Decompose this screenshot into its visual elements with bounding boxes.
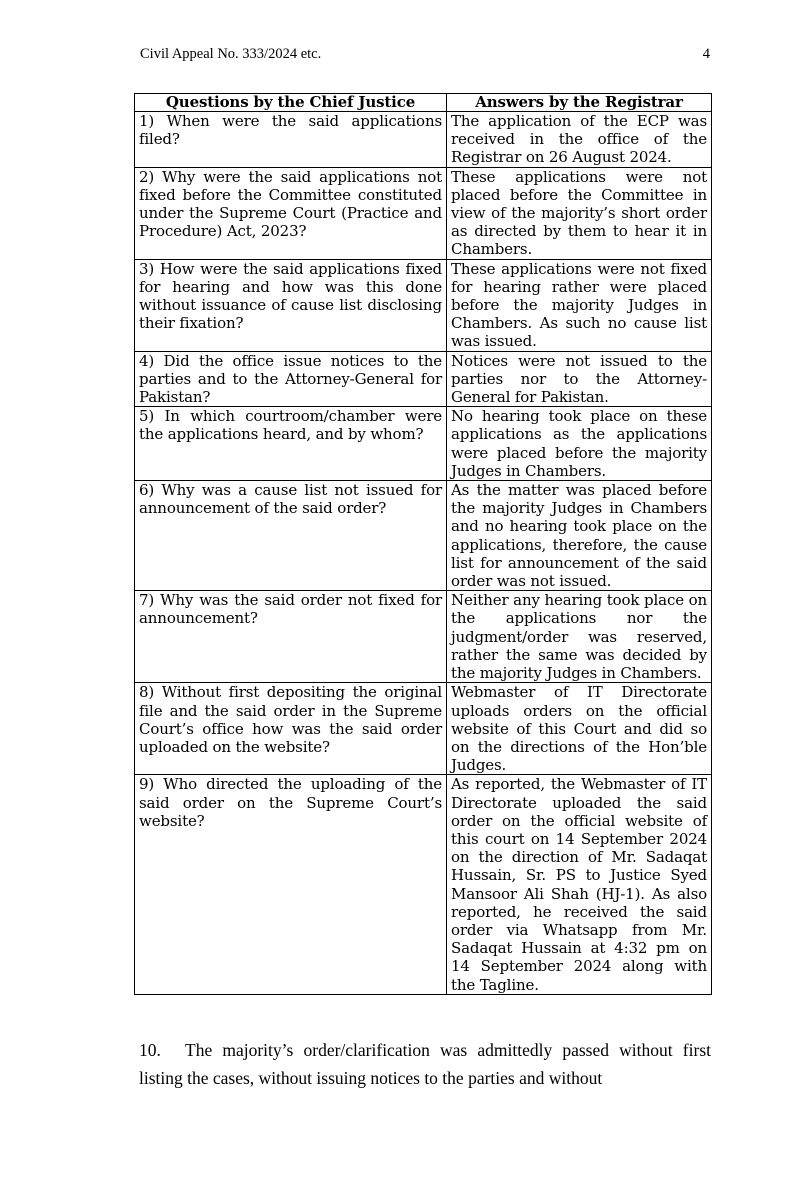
table-header-row	[135, 94, 712, 112]
table-row	[135, 407, 712, 481]
table-row	[135, 167, 712, 259]
paragraph-text: The majority’s order/clarification was admittedly passed without first listing the cases, without issuing notices to the parties and without	[139, 1040, 711, 1088]
question-cell: 9) Who directed the uploading of the said order on the Supreme Court’s website?	[135, 775, 447, 994]
question-cell: 4) Did the office issue notices to the parties and to the Attorney-General for Pakistan?	[135, 351, 447, 407]
case-number: Civil Appeal No. 333/2024 etc.	[140, 46, 322, 62]
question-cell: 1) When were the said applications filed?	[135, 112, 447, 168]
page-number: 4	[702, 46, 710, 62]
page-header	[140, 46, 710, 66]
answer-cell: Neither any hearing took place on the applications nor the judgment/order was reserved, rather the same was decided by the majority Judges in Chambers.	[447, 591, 712, 683]
answer-cell: Webmaster of IT Directorate uploads orders on the official website of this Court and did so on the directions of the Hon’ble Judges.	[447, 683, 712, 775]
body-paragraph	[139, 1036, 711, 1092]
table-row	[135, 112, 712, 168]
question-cell: 3) How were the said applications fixed for hearing and how was this done without issuance of cause list disclosing their fixation?	[135, 259, 447, 351]
column-header-answers: Answers by the Registrar	[447, 94, 712, 112]
question-cell: 2) Why were the said applications not fixed before the Committee constituted under the Supreme Court (Practice and Procedure) Act, 2023?	[135, 167, 447, 259]
questions-answers-table	[134, 93, 712, 995]
question-cell: 6) Why was a cause list not issued for announcement of the said order?	[135, 481, 447, 591]
answer-cell: As reported, the Webmaster of IT Directorate uploaded the said order on the official website of this court on 14 September 2024 on the direction of Mr. Sadaqat Hussain, Sr. PS to Justice Syed Mansoor Ali Shah (HJ-1). As also reported, he received the said order via Whatsapp from Mr. Sadaqat Hussain at 4:32 pm on 14 September 2024 along with the Tagline.	[447, 775, 712, 994]
answer-cell: These applications were not placed before the Committee in view of the majority’s short order as directed by them to hear it in Chambers.	[447, 167, 712, 259]
question-cell: 8) Without first depositing the original file and the said order in the Supreme Court’s office how was the said order uploaded on the website?	[135, 683, 447, 775]
column-header-questions: Questions by the Chief Justice	[135, 94, 447, 112]
table-row	[135, 351, 712, 407]
table-row	[135, 683, 712, 775]
table-row	[135, 775, 712, 994]
table-row	[135, 259, 712, 351]
table-row	[135, 591, 712, 683]
question-cell: 5) In which courtroom/chamber were the applications heard, and by whom?	[135, 407, 447, 481]
answer-cell: Notices were not issued to the parties nor to the Attorney-General for Pakistan.	[447, 351, 712, 407]
answer-cell: These applications were not fixed for hearing rather were placed before the majority Judges in Chambers. As such no cause list was issued.	[447, 259, 712, 351]
paragraph-number: 10.	[139, 1040, 161, 1060]
question-cell: 7) Why was the said order not fixed for announcement?	[135, 591, 447, 683]
answer-cell: As the matter was placed before the majority Judges in Chambers and no hearing took place on the applications, therefore, the cause list for announcement of the said order was not issued.	[447, 481, 712, 591]
answer-cell: No hearing took place on these applications as the applications were placed before the majority Judges in Chambers.	[447, 407, 712, 481]
table-row	[135, 481, 712, 591]
answer-cell: The application of the ECP was received in the office of the Registrar on 26 August 2024.	[447, 112, 712, 168]
